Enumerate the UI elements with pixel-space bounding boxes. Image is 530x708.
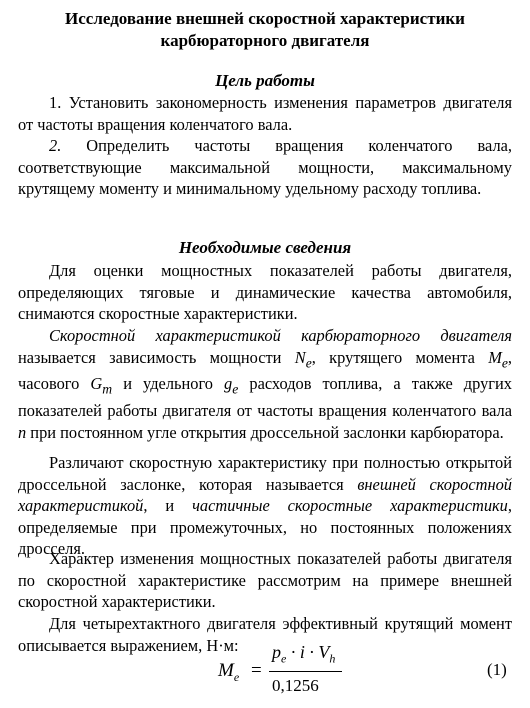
title-line-1: Исследование внешней скоростной характеристики: [65, 9, 465, 28]
formula-lhs-letter: M: [218, 660, 234, 681]
p2-text-c: , часового: [18, 347, 513, 394]
p2-text-a: называется зависимость мощности: [18, 347, 295, 367]
formula-denominator: 0,1256: [272, 676, 319, 695]
symbol-Gt-letter: G: [90, 374, 103, 394]
document-title: [0, 8, 530, 52]
goal-item-1: 1. Установить закономерность изменения параметров двигателя от частоты вращения коленчатого вала.: [18, 93, 512, 134]
symbol-Ne-sub: e: [305, 354, 312, 370]
formula-num-V-sub: h: [329, 651, 336, 666]
symbol-Ne-letter: N: [294, 347, 306, 367]
symbol-ge: [224, 374, 239, 397]
p3-text-a: Различают скоростную характеристику при полностью открытой дроссельной заслонке, которая называется: [18, 453, 512, 494]
symbol-Me: [488, 347, 508, 370]
symbol-Me-sub: e: [501, 354, 508, 370]
symbol-Me-letter: M: [488, 347, 502, 367]
info-paragraph-2: [18, 325, 512, 443]
info-paragraph-4: Характер изменения мощностных показателей работы двигателя по скоростной характеристике рассмотрим на примере внешней скоростной характеристики.: [18, 549, 512, 611]
p2-text-d: и удельного: [112, 374, 225, 394]
fraction-bar: [269, 671, 342, 672]
formula-num-p-sub: e: [281, 651, 287, 666]
goal-item-2-text: Определить частоты вращения коленчатого вала, соответствующие максимальной мощности, максимальному крутящему моменту и минимальному удельному расходу топлива.: [18, 136, 512, 198]
goal-heading: Цель работы: [215, 71, 315, 90]
formula-number: (1): [487, 660, 507, 679]
symbol-Gt-sub: т: [102, 381, 113, 397]
symbol-n: n: [18, 422, 27, 442]
formula-equals: =: [251, 660, 262, 681]
formula-lhs: [218, 660, 239, 685]
p2-text-e: расходов топлива, а также других показателей работы двигателя от частоты вращения коленчатого вала: [18, 374, 512, 421]
title-line-2: карбюраторного двигателя: [160, 31, 370, 50]
goal-item-2-number: 2.: [49, 136, 62, 155]
formula-numerator: [272, 642, 335, 667]
goal-item-2: [18, 135, 512, 200]
speed-characteristic-term: Скоростной характеристикой карбюраторного двигателя: [49, 326, 512, 345]
partial-characteristics-term: частичные скоростные характеристики: [192, 496, 508, 515]
p3-text-b: , и: [143, 496, 193, 515]
info-heading: Необходимые сведения: [178, 238, 352, 257]
formula-num-mid: · i · V: [286, 642, 330, 662]
p2-text-f: при постоянном угле открытия дроссельной заслонки карбюратора.: [26, 422, 504, 442]
p3-text-c: , определяемые при промежуточных, но постоянных положениях дросселя.: [18, 496, 512, 558]
symbol-ge-letter: g: [224, 374, 233, 394]
info-paragraph-3: [18, 452, 512, 560]
external-characteristic-term: внешней скоростной характеристикой: [18, 474, 512, 515]
torque-formula: [0, 640, 530, 706]
p2-text-b: , крутящего момента: [311, 347, 489, 367]
formula-num-p: p: [272, 642, 281, 662]
symbol-ge-sub: e: [232, 381, 239, 397]
info-paragraph-5: Для четырехтактного двигателя эффективный крутящий момент описывается выражением, Н·м:: [18, 614, 512, 655]
info-paragraph-1: Для оценки мощностных показателей работы двигателя, определяющих тяговые и динамические качества автомобиля, снимаются скоростные характеристики.: [18, 261, 512, 323]
symbol-Ne: [294, 347, 312, 370]
symbol-Gt: [90, 374, 113, 397]
formula-lhs-sub: e: [233, 669, 240, 684]
